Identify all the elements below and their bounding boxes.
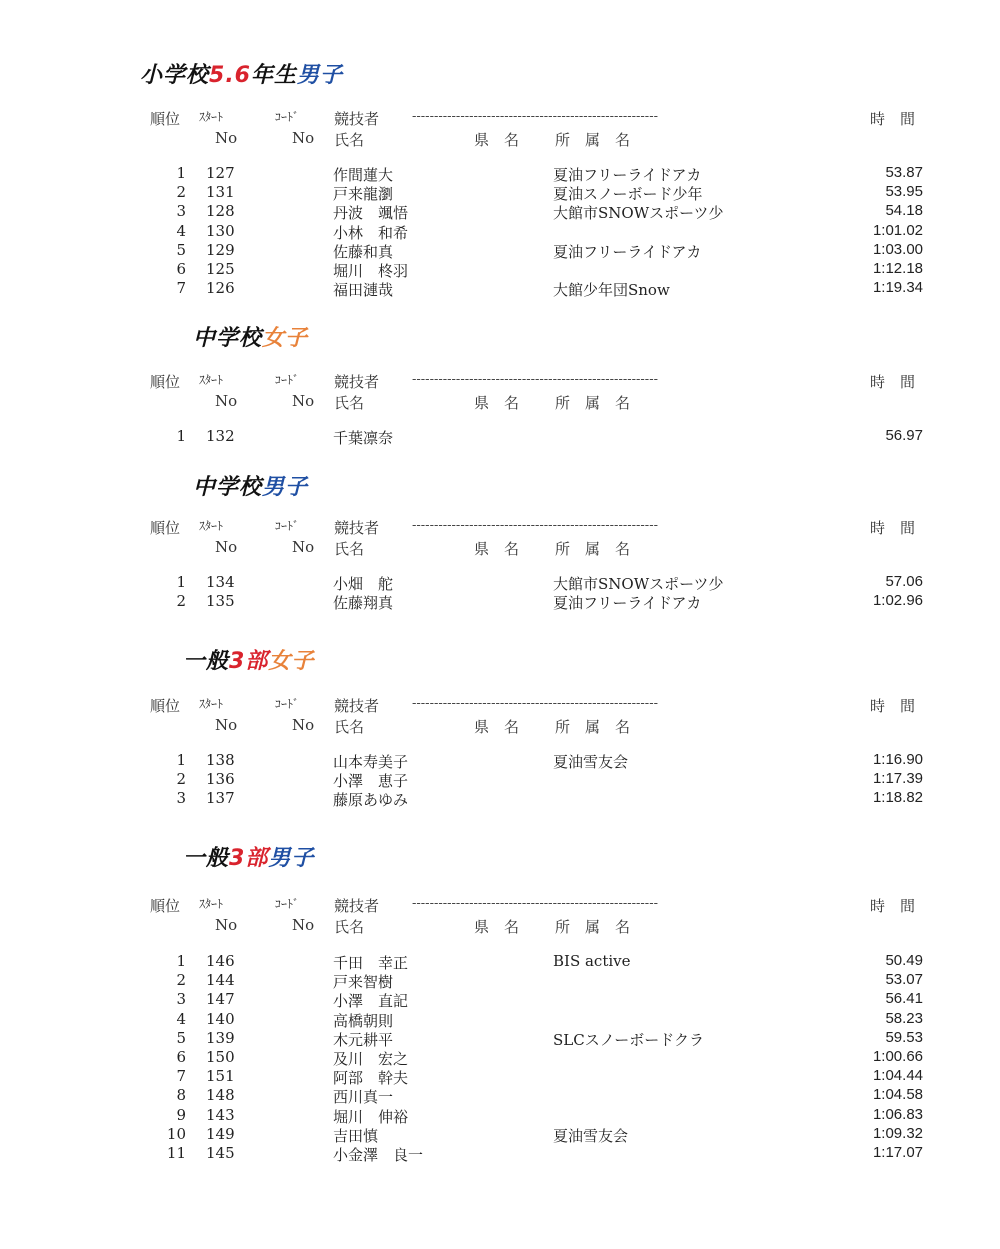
- competitor-name-cell: 堀川 伸裕: [333, 1107, 409, 1126]
- header-competitor: 競技者: [334, 697, 380, 715]
- header-name: 氏名: [334, 718, 365, 736]
- header-affiliation: 所 属 名: [555, 131, 631, 149]
- start-no-cell: 136: [206, 770, 235, 789]
- rank-cell: 1: [176, 952, 186, 970]
- section-title-part: 女子: [268, 649, 315, 674]
- header-name: 氏名: [334, 131, 365, 149]
- section-title-part: 中学校: [193, 475, 263, 500]
- result-row: [0, 789, 1000, 808]
- affiliation-cell: BIS active: [553, 952, 631, 970]
- competitor-name-cell: 藤原あゆみ: [333, 791, 409, 810]
- result-row: [0, 1010, 1000, 1029]
- header-name: 氏名: [334, 394, 365, 412]
- result-row: [0, 592, 1000, 611]
- header-start: ｽﾀｰﾄ: [199, 697, 224, 711]
- header-affiliation: 所 属 名: [555, 918, 631, 936]
- rank-cell: 2: [176, 183, 186, 202]
- start-no-cell: 145: [206, 1144, 235, 1162]
- result-row: [0, 1067, 1000, 1086]
- competitor-name-cell: 山本寿美子: [333, 753, 409, 771]
- header-rank: 順位: [150, 519, 181, 537]
- time-cell: 53.95: [885, 183, 923, 201]
- rank-cell: 10: [166, 1124, 186, 1143]
- header-code-no: No: [292, 916, 315, 934]
- header-dashes: --------------------------------------------------------: [412, 518, 658, 533]
- header-start-no: No: [215, 538, 238, 556]
- start-no-cell: 137: [206, 789, 235, 808]
- result-row: [0, 1086, 1000, 1105]
- result-row: [0, 770, 1000, 789]
- section-title-part: 一般: [183, 649, 230, 674]
- time-cell: 1:19.34: [872, 279, 923, 297]
- header-rank: 順位: [150, 110, 181, 128]
- header-name: 氏名: [334, 918, 365, 936]
- section-title-part: 小学校: [140, 63, 210, 88]
- section-title-part: 3部: [229, 649, 269, 674]
- header-dashes: --------------------------------------------------------: [412, 696, 658, 711]
- start-no-cell: 126: [206, 279, 235, 298]
- competitor-name-cell: 吉田慎: [333, 1126, 379, 1145]
- start-no-cell: 130: [206, 221, 235, 240]
- result-row: [0, 241, 1000, 260]
- rank-cell: 3: [176, 789, 186, 808]
- rank-cell: 4: [176, 221, 186, 240]
- time-cell: 50.49: [885, 952, 923, 969]
- header-prefecture: 県 名: [474, 131, 520, 149]
- result-row: [0, 202, 1000, 221]
- rank-cell: 1: [176, 573, 186, 591]
- header-start-no: No: [215, 916, 238, 934]
- rank-cell: 11: [166, 1144, 186, 1162]
- affiliation-cell: 大館市SNOWスポーツ少: [553, 575, 724, 593]
- header-code-no: No: [292, 392, 315, 410]
- time-cell: 1:17.39: [872, 770, 923, 788]
- start-no-cell: 135: [206, 592, 235, 611]
- competitor-name-cell: 小澤 恵子: [333, 772, 409, 791]
- header-time: 時 間: [870, 373, 916, 391]
- result-row: [0, 990, 1000, 1009]
- rank-cell: 6: [176, 260, 186, 278]
- competitor-name-cell: 戸来龍瀏: [333, 185, 394, 204]
- time-cell: 1:03.00: [872, 240, 923, 258]
- start-no-cell: 134: [206, 573, 235, 591]
- competitor-name-cell: 千葉凛奈: [333, 429, 394, 447]
- competitor-name-cell: 及川 宏之: [333, 1050, 409, 1068]
- header-prefecture: 県 名: [474, 394, 520, 412]
- start-no-cell: 149: [206, 1124, 235, 1143]
- competitor-name-cell: 阿部 幹夫: [333, 1069, 409, 1088]
- time-cell: 56.41: [885, 990, 923, 1008]
- affiliation-cell: 夏油フリーライドアカ: [553, 242, 702, 261]
- result-row: [0, 952, 1000, 971]
- time-cell: 1:02.96: [872, 592, 923, 610]
- competitor-name-cell: 福田漣哉: [333, 281, 394, 300]
- time-cell: 1:18.82: [872, 789, 923, 807]
- time-cell: 1:16.90: [872, 751, 923, 768]
- header-name: 氏名: [334, 540, 365, 558]
- start-no-cell: 146: [206, 952, 235, 970]
- header-time: 時 間: [870, 519, 916, 537]
- header-affiliation: 所 属 名: [555, 540, 631, 558]
- competitor-name-cell: 佐藤翔真: [333, 594, 394, 613]
- start-no-cell: 131: [206, 183, 235, 202]
- time-cell: 1:00.66: [872, 1048, 923, 1065]
- rank-cell: 1: [176, 427, 186, 445]
- start-no-cell: 150: [206, 1048, 235, 1066]
- section-title-part: 一般: [183, 846, 230, 871]
- rank-cell: 2: [176, 971, 186, 990]
- result-row: [0, 260, 1000, 279]
- start-no-cell: 127: [206, 164, 235, 182]
- affiliation-cell: SLCスノーボードクラ: [553, 1030, 704, 1049]
- time-cell: 59.53: [885, 1028, 923, 1046]
- affiliation-cell: 大館市SNOWスポーツ少: [553, 204, 724, 223]
- header-prefecture: 県 名: [474, 918, 520, 936]
- result-row: [0, 222, 1000, 241]
- rank-cell: 2: [176, 770, 186, 789]
- header-prefecture: 県 名: [474, 540, 520, 558]
- time-cell: 58.23: [885, 1009, 923, 1027]
- header-competitor: 競技者: [334, 897, 380, 915]
- header-dashes: --------------------------------------------------------: [412, 896, 658, 911]
- result-row: [0, 573, 1000, 592]
- affiliation-cell: 夏油フリーライドアカ: [553, 594, 702, 613]
- section-title: [183, 644, 314, 675]
- header-competitor: 競技者: [334, 110, 380, 128]
- rank-cell: 7: [176, 279, 186, 298]
- competitor-name-cell: 戸来智樹: [333, 973, 394, 992]
- header-dashes: --------------------------------------------------------: [412, 109, 658, 124]
- header-code: ｺｰﾄﾞ: [275, 519, 300, 533]
- start-no-cell: 129: [206, 240, 235, 259]
- header-competitor: 競技者: [334, 519, 380, 537]
- header-code-no: No: [292, 538, 315, 556]
- result-row: [0, 279, 1000, 298]
- section-title-part: 女子: [262, 326, 309, 351]
- header-code-no: No: [292, 129, 315, 147]
- rank-cell: 5: [176, 1028, 186, 1047]
- time-cell: 1:09.32: [872, 1124, 923, 1142]
- rank-cell: 6: [176, 1048, 186, 1066]
- start-no-cell: 143: [206, 1105, 235, 1124]
- result-row: [0, 183, 1000, 202]
- time-cell: 1:04.44: [872, 1067, 923, 1085]
- competitor-name-cell: 堀川 柊羽: [333, 262, 409, 280]
- affiliation-cell: 夏油雪友会: [553, 1126, 629, 1145]
- header-rank: 順位: [150, 373, 181, 391]
- result-row: [0, 1106, 1000, 1125]
- competitor-name-cell: 小畑 舵: [333, 575, 394, 593]
- result-row: [0, 164, 1000, 183]
- time-cell: 57.06: [885, 573, 923, 590]
- header-code: ｺｰﾄﾞ: [275, 697, 300, 711]
- header-time: 時 間: [870, 697, 916, 715]
- start-no-cell: 128: [206, 202, 235, 221]
- start-no-cell: 125: [206, 260, 235, 278]
- header-code: ｺｰﾄﾞ: [275, 897, 300, 911]
- affiliation-cell: 夏油フリーライドアカ: [553, 166, 702, 184]
- header-time: 時 間: [870, 110, 916, 128]
- start-no-cell: 151: [206, 1067, 235, 1086]
- header-rank: 順位: [150, 697, 181, 715]
- section-title-part: 5.6: [209, 63, 251, 88]
- affiliation-cell: 夏油雪友会: [553, 753, 629, 771]
- time-cell: 53.87: [885, 164, 923, 181]
- time-cell: 53.07: [885, 971, 923, 989]
- header-code: ｺｰﾄﾞ: [275, 373, 300, 387]
- header-start: ｽﾀｰﾄ: [199, 373, 224, 387]
- start-no-cell: 148: [206, 1086, 235, 1105]
- section-title: [140, 58, 343, 89]
- rank-cell: 5: [176, 240, 186, 259]
- rank-cell: 3: [176, 202, 186, 221]
- section-title-part: 男子: [268, 846, 315, 871]
- competitor-name-cell: 小澤 直記: [333, 992, 409, 1011]
- header-start: ｽﾀｰﾄ: [199, 897, 224, 911]
- rank-cell: 1: [176, 751, 186, 769]
- section-title-part: 年生: [251, 63, 298, 88]
- time-cell: 54.18: [885, 202, 923, 220]
- affiliation-cell: 夏油スノーボード少年: [553, 185, 703, 204]
- header-affiliation: 所 属 名: [555, 718, 631, 736]
- result-row: [0, 1029, 1000, 1048]
- section-title: [183, 841, 314, 872]
- competitor-name-cell: 木元耕平: [333, 1030, 394, 1049]
- header-prefecture: 県 名: [474, 718, 520, 736]
- start-no-cell: 144: [206, 971, 235, 990]
- start-no-cell: 139: [206, 1028, 235, 1047]
- competitor-name-cell: 西川真一: [333, 1088, 394, 1107]
- time-cell: 1:04.58: [872, 1086, 923, 1104]
- competitor-name-cell: 作間蓮大: [333, 166, 394, 184]
- header-start: ｽﾀｰﾄ: [199, 110, 224, 124]
- result-row: [0, 751, 1000, 770]
- time-cell: 1:06.83: [872, 1105, 923, 1123]
- competitor-name-cell: 高橋朝則: [333, 1011, 394, 1030]
- time-cell: 1:01.02: [872, 221, 923, 239]
- rank-cell: 2: [176, 592, 186, 611]
- result-row: [0, 427, 1000, 446]
- header-code-no: No: [292, 716, 315, 734]
- rank-cell: 9: [176, 1105, 186, 1124]
- competitor-name-cell: 千田 幸正: [333, 954, 409, 972]
- header-start-no: No: [215, 716, 238, 734]
- header-code: ｺｰﾄﾞ: [275, 110, 300, 124]
- rank-cell: 8: [176, 1086, 186, 1105]
- time-cell: 56.97: [885, 427, 923, 444]
- start-no-cell: 132: [206, 427, 235, 445]
- competitor-name-cell: 小林 和希: [333, 223, 409, 242]
- header-affiliation: 所 属 名: [555, 394, 631, 412]
- affiliation-cell: 大館少年団Snow: [553, 281, 670, 300]
- header-start-no: No: [215, 129, 238, 147]
- header-competitor: 競技者: [334, 373, 380, 391]
- section-title: [193, 321, 308, 352]
- start-no-cell: 147: [206, 990, 235, 1009]
- start-no-cell: 140: [206, 1009, 235, 1028]
- start-no-cell: 138: [206, 751, 235, 769]
- header-time: 時 間: [870, 897, 916, 915]
- header-rank: 順位: [150, 897, 181, 915]
- time-cell: 1:17.07: [872, 1144, 923, 1161]
- rank-cell: 3: [176, 990, 186, 1009]
- header-dashes: --------------------------------------------------------: [412, 372, 658, 387]
- competitor-name-cell: 小金澤 良一: [333, 1146, 424, 1164]
- time-cell: 1:12.18: [872, 260, 923, 277]
- result-row: [0, 1125, 1000, 1144]
- competitor-name-cell: 佐藤和真: [333, 242, 394, 261]
- rank-cell: 7: [176, 1067, 186, 1086]
- rank-cell: 1: [176, 164, 186, 182]
- header-start: ｽﾀｰﾄ: [199, 519, 224, 533]
- section-title-part: 中学校: [193, 326, 263, 351]
- section-title-part: 男子: [262, 475, 309, 500]
- result-row: [0, 971, 1000, 990]
- section-title-part: 3部: [229, 846, 269, 871]
- header-start-no: No: [215, 392, 238, 410]
- section-title: [193, 470, 308, 501]
- section-title-part: 男子: [297, 63, 344, 88]
- result-row: [0, 1048, 1000, 1067]
- result-row: [0, 1144, 1000, 1163]
- rank-cell: 4: [176, 1009, 186, 1028]
- competitor-name-cell: 丹波 颯悟: [333, 204, 409, 223]
